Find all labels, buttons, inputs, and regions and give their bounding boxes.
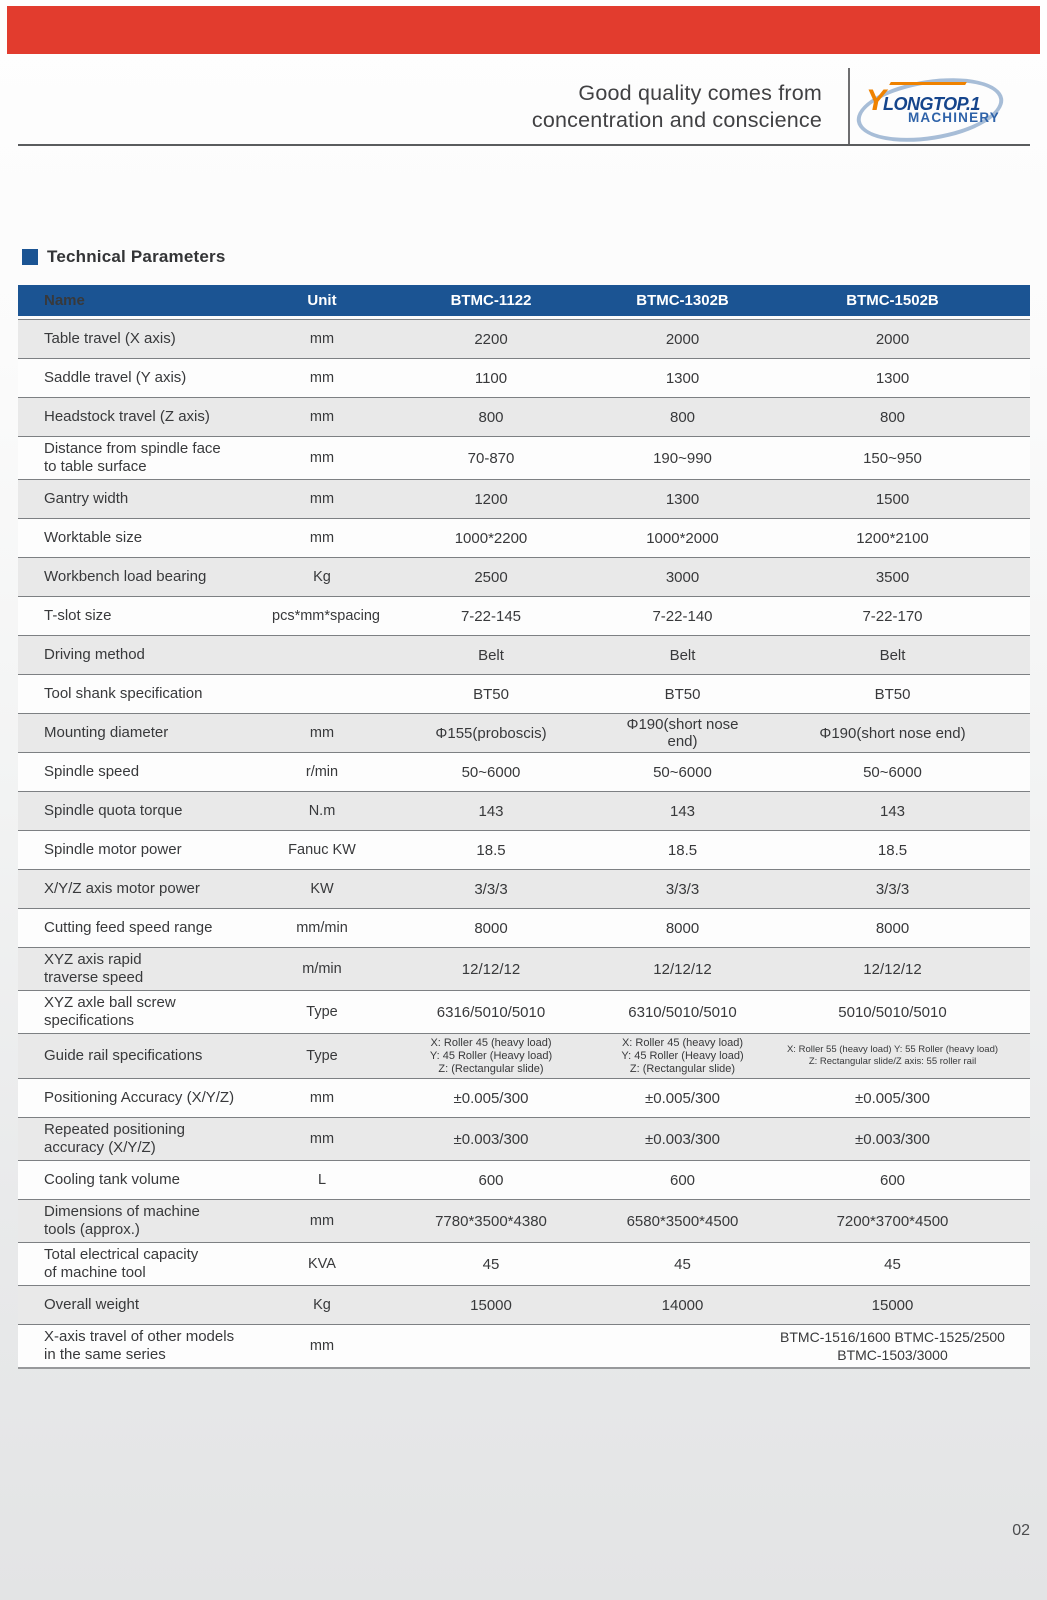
- cell-value: 3/3/3: [665, 880, 700, 898]
- cell-value: ±0.005/300: [855, 1089, 930, 1107]
- cell-value: 3/3/3: [875, 880, 910, 898]
- cell-unit: mm: [309, 725, 335, 741]
- cell-value: 600: [669, 1171, 696, 1189]
- column-header-unit: Unit: [307, 292, 337, 309]
- cell-unit: mm: [309, 1338, 335, 1354]
- cell-name: Positioning Accuracy (X/Y/Z): [44, 1089, 235, 1106]
- cell-value: BT50: [874, 685, 911, 703]
- cell-value: 1200: [474, 490, 508, 508]
- cell-value: 1500: [875, 490, 910, 508]
- cell-value: 8000: [474, 919, 508, 937]
- cell-value: 7-22-140: [652, 607, 713, 625]
- cell-name: Driving method: [44, 646, 145, 663]
- cell-value: 1300: [665, 490, 700, 508]
- cell-value: 6580*3500*4500: [626, 1212, 739, 1230]
- section-heading: [22, 247, 226, 267]
- cell-value: 12/12/12: [863, 960, 922, 978]
- cell-value: 15000: [871, 1296, 914, 1314]
- table-row: [18, 947, 1030, 990]
- cell-value: ±0.003/300: [855, 1130, 930, 1148]
- table-row: [18, 1117, 1030, 1160]
- cell-value: Φ190(short nose end): [626, 716, 739, 750]
- cell-name: Repeated positioning accuracy (X/Y/Z): [44, 1121, 185, 1156]
- slogan-line-2: concentration and conscience: [531, 108, 822, 132]
- table-row: [18, 1160, 1030, 1199]
- header-rule: [18, 144, 1030, 146]
- cell-unit: r/min: [305, 764, 339, 780]
- cell-name: Total electrical capacity of machine tool: [44, 1246, 199, 1281]
- cell-value: 12/12/12: [653, 960, 712, 978]
- cell-name: Headstock travel (Z axis): [44, 408, 210, 425]
- table-row: [18, 358, 1030, 397]
- cell-value: 50~6000: [653, 763, 712, 781]
- table-row: [18, 1078, 1030, 1117]
- cell-value: 190~990: [653, 449, 712, 467]
- table-row: [18, 635, 1030, 674]
- cell-value: BT50: [473, 685, 509, 703]
- cell-value: 150~950: [863, 449, 922, 467]
- table-row: [18, 518, 1030, 557]
- column-header-btmc-1122: BTMC-1122: [450, 292, 532, 309]
- cell-value: 600: [478, 1171, 504, 1189]
- cell-name: Spindle quota torque: [44, 802, 183, 819]
- cell-name: Table travel (X axis): [44, 330, 176, 347]
- cell-value: Belt: [879, 646, 906, 664]
- cell-value: 7780*3500*4380: [435, 1212, 547, 1230]
- cell-unit: m/min: [302, 961, 342, 977]
- table-body: [18, 319, 1030, 1369]
- cell-value: 5010/5010/5010: [838, 1003, 947, 1021]
- table-row: [18, 479, 1030, 518]
- table-row: [18, 1242, 1030, 1285]
- cell-unit: Fanuc KW: [288, 842, 356, 858]
- cell-value: 8000: [665, 919, 700, 937]
- cell-value: 2200: [474, 330, 508, 348]
- cell-value: Φ190(short nose end): [819, 724, 966, 742]
- table-row: [18, 319, 1030, 358]
- cell-value: 45: [482, 1255, 500, 1273]
- cell-value: 2000: [665, 330, 700, 348]
- cell-value: 2500: [474, 568, 508, 586]
- cell-value: 143: [669, 802, 696, 820]
- table-row: [18, 1033, 1030, 1078]
- cell-name: Cooling tank volume: [44, 1171, 180, 1188]
- cell-name: Tool shank specification: [44, 685, 203, 702]
- header-slogan: [532, 80, 822, 134]
- table-row: [18, 397, 1030, 436]
- cell-value: 18.5: [877, 841, 908, 859]
- table-row: [18, 990, 1030, 1033]
- cell-unit: Type: [306, 1048, 338, 1064]
- technical-parameters-table: [18, 285, 1030, 1369]
- cell-value: 800: [478, 408, 504, 426]
- cell-value: 14000: [661, 1296, 704, 1314]
- cell-value: 8000: [875, 919, 910, 937]
- cell-value: 600: [879, 1171, 906, 1189]
- logo-subtitle: MACHINERY: [907, 110, 1000, 125]
- cell-name: Overall weight: [44, 1296, 140, 1313]
- cell-name: Saddle travel (Y axis): [44, 369, 187, 386]
- table-row: [18, 713, 1030, 752]
- cell-unit: KVA: [308, 1256, 336, 1272]
- cell-name: X-axis travel of other models in the same series: [44, 1328, 235, 1363]
- cell-value: 1200*2100: [856, 529, 929, 547]
- cell-unit: L: [317, 1172, 327, 1188]
- cell-value: X: Roller 55 (heavy load) Y: 55 Roller (heavy load) Z: Rectangular slide/Z axis: 55 roller rail: [786, 1044, 999, 1067]
- column-header-btmc-1502b: BTMC-1502B: [846, 292, 939, 309]
- cell-value: 800: [879, 408, 906, 426]
- section-bullet-square: [22, 249, 38, 265]
- logo-name: LONGTOP.1: [883, 94, 980, 114]
- cell-unit: mm: [309, 530, 335, 546]
- cell-value: BTMC-1516/1600 BTMC-1525/2500 BTMC-1503/3000: [780, 1329, 1005, 1363]
- cell-name: Distance from spindle face to table surface: [44, 440, 221, 475]
- cell-value: 1300: [665, 369, 700, 387]
- cell-value: 70-870: [467, 449, 515, 467]
- cell-value: Belt: [478, 646, 504, 664]
- cell-value: 6310/5010/5010: [628, 1003, 737, 1021]
- page-number: 02: [1012, 1522, 1030, 1539]
- table-row: [18, 436, 1030, 479]
- cell-unit: pcs*mm*spacing: [272, 608, 380, 624]
- table-row: [18, 557, 1030, 596]
- table-row: [18, 830, 1030, 869]
- cell-value: 15000: [470, 1296, 512, 1314]
- cell-name: Dimensions of machine tools (approx.): [44, 1203, 200, 1238]
- cell-value: X: Roller 45 (heavy load) Y: 45 Roller (Heavy load) Z: (Rectangular slide): [621, 1036, 744, 1075]
- table-row: [18, 908, 1030, 947]
- cell-value: 18.5: [667, 841, 698, 859]
- cell-name: XYZ axis rapid traverse speed: [44, 951, 144, 986]
- table-row: [18, 674, 1030, 713]
- cell-name: XYZ axle ball screw specifications: [44, 994, 176, 1029]
- slogan-line-1: Good quality comes from: [578, 81, 822, 105]
- column-header-btmc-1302b: BTMC-1302B: [636, 292, 729, 309]
- cell-value: 18.5: [476, 841, 506, 859]
- cell-value: ±0.003/300: [645, 1130, 720, 1148]
- cell-value: 3/3/3: [474, 880, 508, 898]
- cell-name: Spindle speed: [44, 763, 140, 780]
- cell-value: Φ155(proboscis): [435, 724, 547, 742]
- cell-unit: mm: [309, 1131, 335, 1147]
- cell-unit: mm: [309, 370, 335, 386]
- section-title: Technical Parameters: [47, 247, 226, 266]
- cell-unit: KW: [310, 881, 334, 897]
- cell-name: Gantry width: [44, 490, 129, 507]
- cell-value: 45: [674, 1255, 691, 1273]
- cell-value: 3000: [665, 568, 700, 586]
- cell-value: 1000*2000: [646, 529, 719, 547]
- cell-value: 1100: [474, 369, 508, 387]
- column-header-name: Name: [44, 291, 85, 309]
- cell-value: 1300: [875, 369, 910, 387]
- cell-value: 50~6000: [461, 763, 521, 781]
- cell-value: ±0.005/300: [645, 1089, 720, 1107]
- cell-name: Guide rail specifications: [44, 1047, 203, 1064]
- cell-name: Workbench load bearing: [44, 568, 207, 585]
- cell-value: 3500: [875, 568, 910, 586]
- table-row: [18, 596, 1030, 635]
- cell-unit: Type: [306, 1004, 338, 1020]
- table-row: [18, 752, 1030, 791]
- cell-name: Worktable size: [44, 529, 143, 546]
- cell-unit: mm: [309, 1213, 335, 1229]
- cell-value: BT50: [664, 685, 701, 703]
- cell-value: Belt: [669, 646, 696, 664]
- cell-value: 12/12/12: [461, 960, 521, 978]
- cell-name: Cutting feed speed range: [44, 919, 213, 936]
- cell-name: Mounting diameter: [44, 724, 169, 741]
- cell-value: ±0.003/300: [453, 1130, 529, 1148]
- cell-value: 1000*2200: [454, 529, 528, 547]
- table-row: [18, 869, 1030, 908]
- cell-value: 50~6000: [863, 763, 922, 781]
- cell-value: 800: [669, 408, 696, 426]
- cell-value: 2000: [875, 330, 910, 348]
- table-row: [18, 791, 1030, 830]
- cell-unit: mm: [309, 331, 335, 347]
- cell-name: X/Y/Z axis motor power: [44, 880, 200, 897]
- cell-value: 7-22-170: [862, 607, 923, 625]
- cell-unit: mm: [309, 409, 335, 425]
- cell-unit: mm: [309, 450, 335, 466]
- cell-unit: mm: [309, 491, 335, 507]
- cell-value: 7200*3700*4500: [836, 1212, 949, 1230]
- cell-value: 143: [879, 802, 906, 820]
- company-logo: [860, 70, 1002, 148]
- table-row: [18, 1324, 1030, 1367]
- cell-unit: Kg: [313, 569, 331, 585]
- cell-name: Spindle motor power: [44, 841, 182, 858]
- logo-initial: Y: [866, 84, 887, 117]
- header-divider: [848, 68, 850, 146]
- cell-value: X: Roller 45 (heavy load) Y: 45 Roller (Heavy load) Z: (Rectangular slide): [429, 1036, 553, 1075]
- cell-unit: mm/min: [296, 920, 348, 936]
- table-header-row: [18, 285, 1030, 316]
- cell-unit: N.m: [308, 803, 336, 819]
- cell-value: ±0.005/300: [453, 1089, 529, 1107]
- table-row: [18, 1285, 1030, 1324]
- cell-name: T-slot size: [44, 607, 112, 624]
- cell-value: 6316/5010/5010: [436, 1003, 546, 1021]
- cell-value: 45: [884, 1255, 901, 1273]
- top-accent-bar: [7, 6, 1040, 54]
- cell-unit: Kg: [313, 1297, 331, 1313]
- cell-value: 143: [478, 802, 504, 820]
- cell-unit: mm: [309, 1090, 335, 1106]
- table-row: [18, 1199, 1030, 1242]
- cell-value: 7-22-145: [460, 607, 522, 625]
